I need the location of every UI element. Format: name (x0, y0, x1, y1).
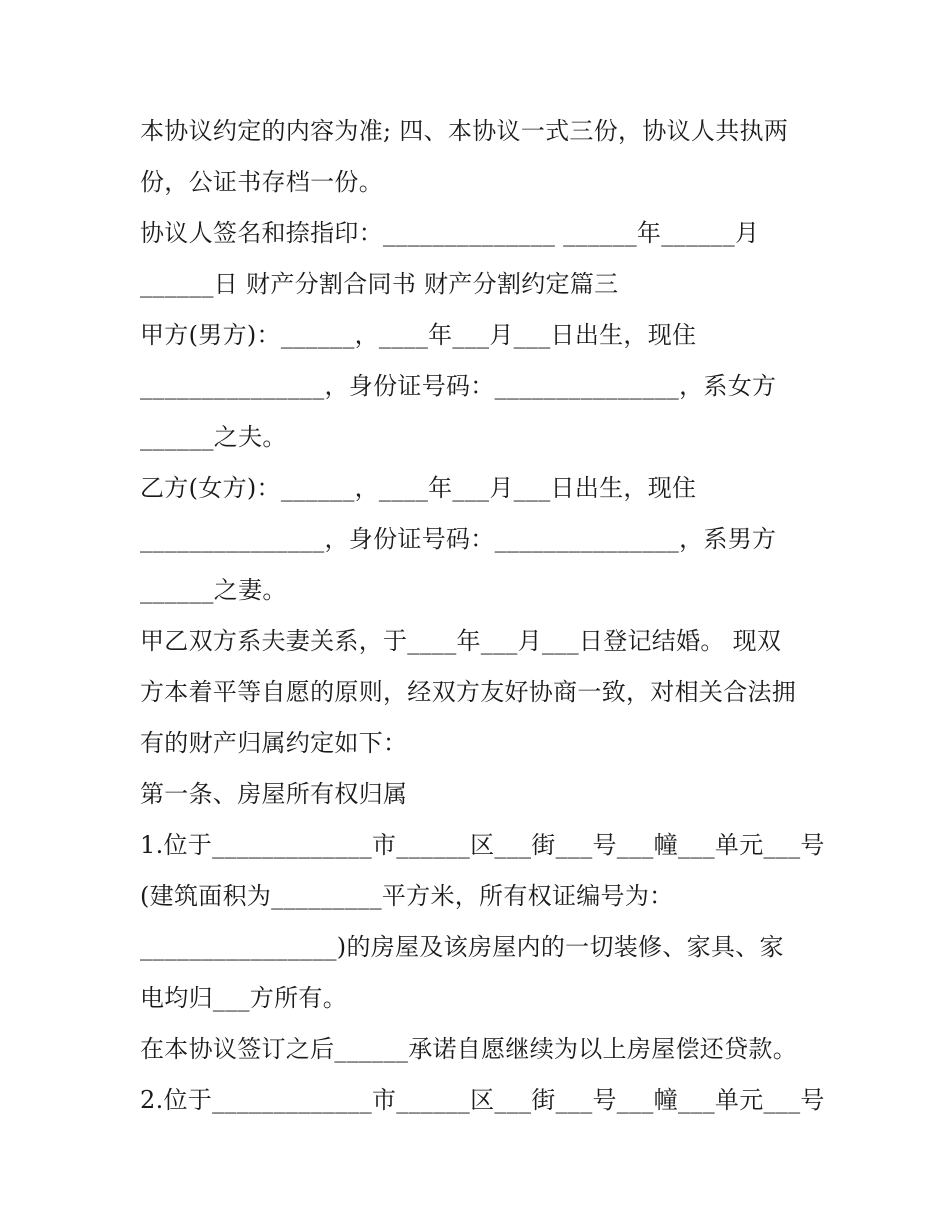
text-line-8: 乙方(女方)：______，____年___月___日出生，现住 (140, 474, 697, 502)
text-line-17: ________________)的房屋及该房屋内的一切装修、家具、家 (140, 933, 784, 961)
text-line-10: ______之妻。 (140, 576, 287, 604)
text-line-6: _______________，身份证号码：_______________，系女方 (140, 372, 777, 400)
text-line-12: 方本着平等自愿的原则，经双方友好协商一致，对相关合法拥 (140, 678, 797, 706)
text-line-9: _______________，身份证号码：_______________，系男方 (140, 525, 777, 553)
text-line-3: 协议人签名和捺指印：______________ ______年______月 (140, 219, 760, 247)
section-heading: 第一条、房屋所有权归属 (140, 780, 408, 808)
text-line-18: 电均归___方所有。 (140, 984, 347, 1012)
text-line-1: 本协议约定的内容为准; 四、本协议一式三份，协议人共执两 (140, 117, 789, 145)
text-line-11: 甲乙双方系夫妻关系，于____年___月___日登记结婚。 现双 (140, 627, 782, 655)
text-line-2: 份，公证书存档一份。 (140, 168, 383, 196)
text-line-16: (建筑面积为_________平方米，所有权证编号为： (140, 882, 674, 910)
text-line-15: 1.位于_____________市______区___街___号___幢___单元___号 (140, 831, 825, 859)
text-line-7: ______之夫。 (140, 423, 287, 451)
text-line-19: 在本协议签订之后______承诺自愿继续为以上房屋偿还贷款。 (140, 1035, 797, 1063)
text-line-4: ______日 财产分割合同书 财产分割约定篇三 (140, 270, 619, 298)
document-body (140, 106, 825, 1126)
text-line-5: 甲方(男方)：______，____年___月___日出生，现住 (140, 321, 697, 349)
text-line-13: 有的财产归属约定如下： (140, 729, 408, 757)
text-line-20: 2.位于_____________市______区___街___号___幢___单元___号 (140, 1086, 825, 1114)
